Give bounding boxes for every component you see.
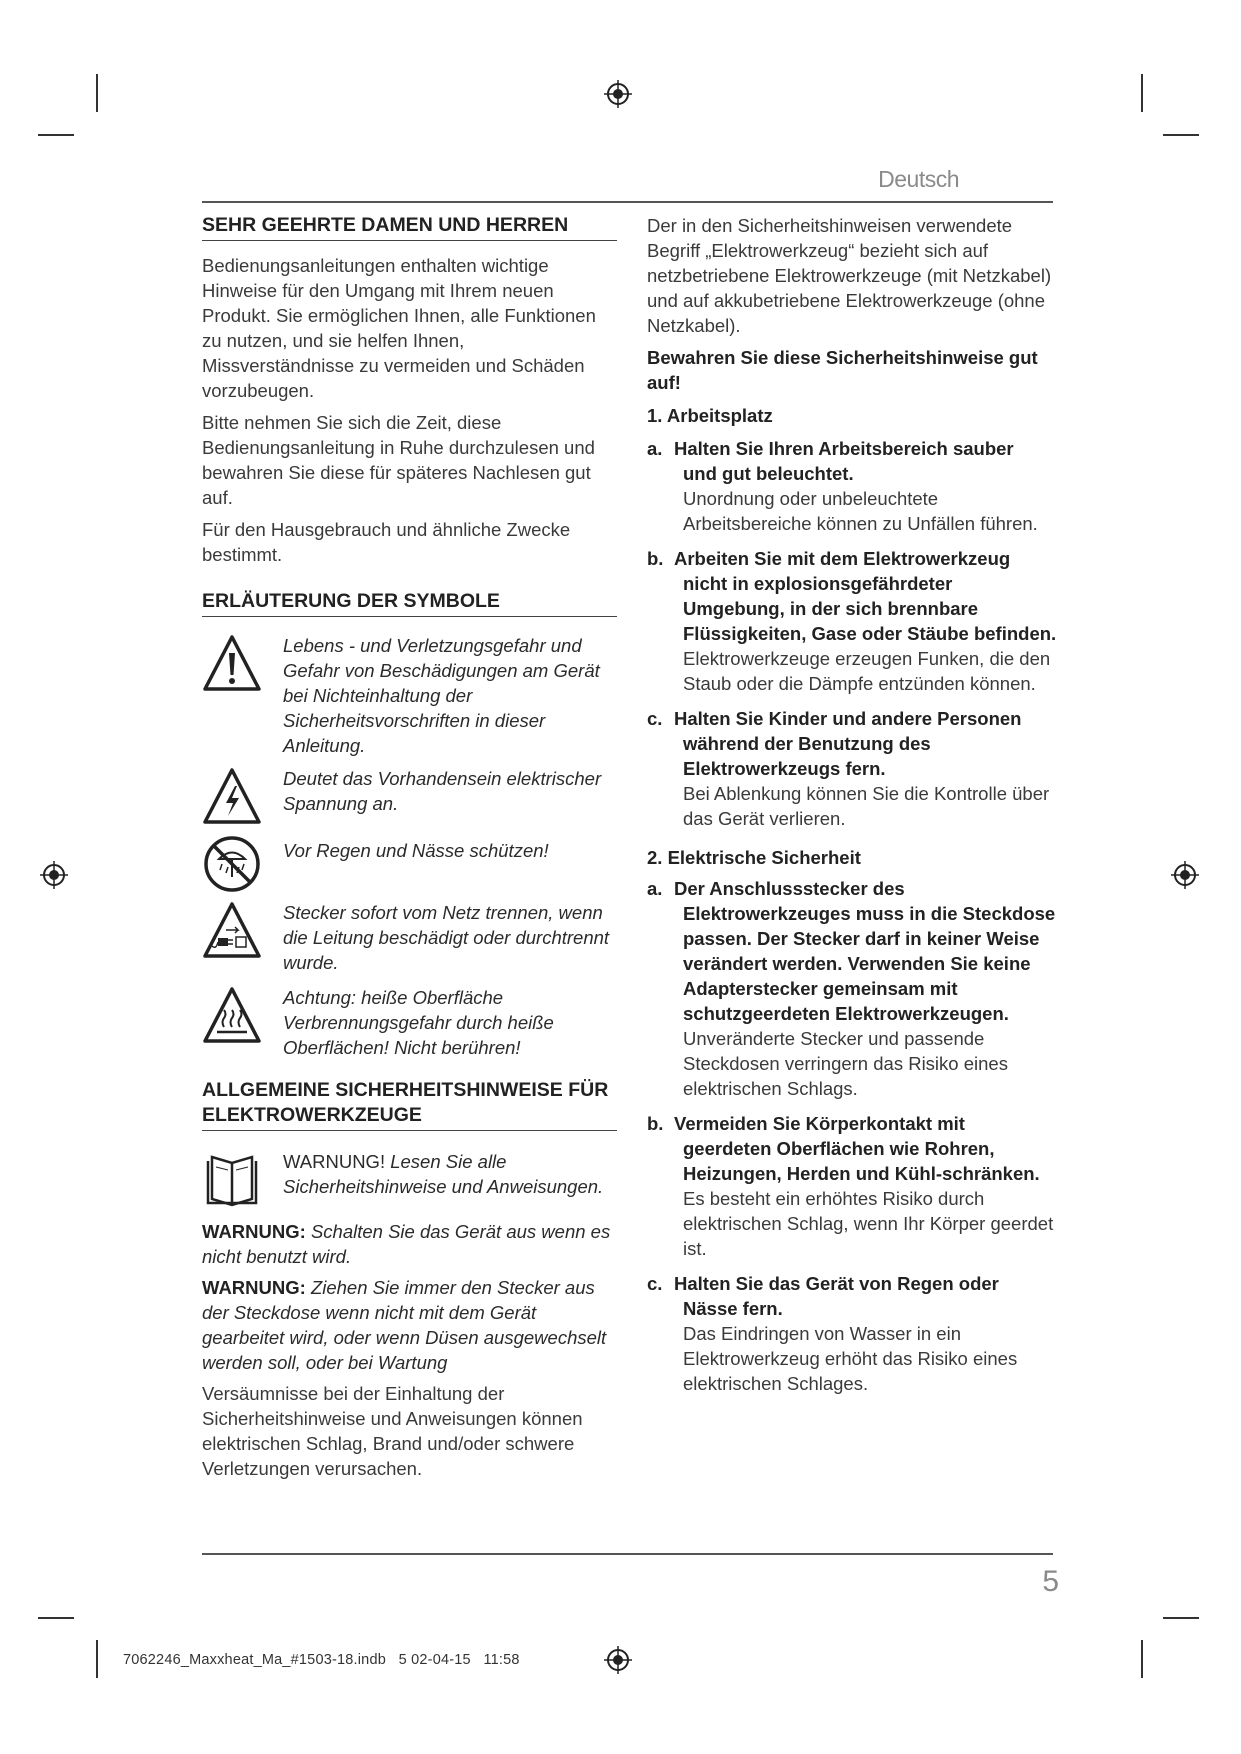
item-title-rest: und gut beleuchtet. [683, 463, 854, 484]
symbol-description: Achtung: heiße Oberfläche Verbrennungsgefahr durch heiße Oberflächen! Nicht berühren! [283, 987, 554, 1058]
read-manual-book-icon [202, 1149, 262, 1211]
warning-label: WARNUNG: [202, 1277, 306, 1298]
item-title-rest: während der Benutzung des Elektrowerkzeugs fern. [683, 733, 931, 779]
item-title-first: Vermeiden Sie Körperkontakt mit [674, 1113, 965, 1134]
item-label: c. [647, 1273, 663, 1294]
item-body [674, 706, 1057, 831]
item-title [674, 876, 1057, 1026]
unplug-icon [202, 900, 262, 962]
electric-voltage-icon [202, 766, 262, 828]
item-description: Es besteht ein erhöhtes Risiko durch elektrischen Schlag, wenn Ihr Körper geerdet ist. [683, 1188, 1054, 1259]
left-column [202, 213, 617, 1488]
item-title-first: Der Anschlussstecker des [674, 878, 905, 899]
registration-mark-icon [39, 860, 69, 890]
list-item [647, 546, 1057, 696]
crop-mark [96, 74, 98, 112]
section-heading: SEHR GEEHRTE DAMEN UND HERREN [202, 213, 617, 241]
item-description: Bei Ablenkung können Sie die Kontrolle über das Gerät verlieren. [683, 783, 1050, 829]
crop-mark [1163, 1617, 1199, 1619]
crop-mark [1141, 74, 1143, 112]
language-label: Deutsch [878, 166, 959, 192]
item-body [674, 546, 1057, 696]
hot-surface-icon [202, 985, 262, 1047]
item-body [674, 876, 1057, 1101]
warning-label: WARNUNG! [283, 1151, 386, 1172]
item-body [674, 436, 1057, 536]
item-description: Unordnung oder unbeleuchtete Arbeitsbereiche können zu Unfällen führen. [683, 488, 1038, 534]
symbol-row [202, 900, 617, 975]
symbol-description [283, 1149, 617, 1199]
warning-paragraph [202, 1219, 617, 1269]
item-title-first: Halten Sie das Gerät von Regen oder [674, 1273, 999, 1294]
warning-label: WARNUNG: [202, 1221, 306, 1242]
registration-mark-icon [603, 79, 633, 109]
list-item [647, 706, 1057, 831]
item-description: Das Eindringen von Wasser in ein Elektrowerkzeug erhöht das Risiko eines elektrischen Schlages. [683, 1323, 1018, 1394]
section-heading: ALLGEMEINE SICHERHEITSHINWEISE FÜR ELEKTROWERKZEUGE [202, 1078, 617, 1131]
header-rule [202, 201, 1053, 203]
paragraph: Versäumnisse bei der Einhaltung der Sicherheitshinweise und Anweisungen können elektrischen Schlag, Brand und/oder schwere Verletzungen verursachen. [202, 1383, 583, 1479]
symbol-row [202, 633, 617, 758]
item-label: a. [647, 438, 663, 459]
item-description: Elektrowerkzeuge erzeugen Funken, die den Staub oder die Dämpfe entzünden können. [683, 648, 1051, 694]
crop-mark [96, 1640, 98, 1678]
print-slug: 7062246_Maxxheat_Ma_#1503-18.indb 5 02-04-15 11:58 [123, 1652, 520, 1668]
symbol-row [202, 985, 617, 1060]
no-rain-icon [202, 834, 262, 896]
paragraph: Bedienungsanleitungen enthalten wichtige Hinweise für den Umgang mit Ihrem neuen Produkt. Sie ermöglichen Ihnen, alle Funktionen zu nutzen, und sie helfen Ihnen, Missverständnisse zu vermeiden und Schäden vorzubeugen. [202, 255, 596, 401]
item-title [674, 436, 1057, 486]
item-body [674, 1271, 1057, 1396]
footer-rule [202, 1553, 1053, 1555]
paragraph: Für den Hausgebrauch und ähnliche Zwecke bestimmt. [202, 519, 571, 565]
warning-paragraph [202, 1275, 617, 1375]
registration-mark-icon [1170, 860, 1200, 890]
item-title-rest: nicht in explosionsgefährdeter Umgebung, in der sich brennbare Flüssigkeiten, Gase oder Stäube befinden. [683, 573, 1057, 644]
list-item [647, 876, 1057, 1101]
item-title-rest: geerdeten Oberflächen wie Rohren, Heizungen, Herden und Kühl-schränken. [683, 1138, 1040, 1184]
symbol-description: Deutet das Vorhandensein elektrischer Spannung an. [283, 768, 602, 814]
paragraph: Bitte nehmen Sie sich die Zeit, diese Bedienungsanleitung in Ruhe durchzulesen und bewahren Sie diese für späteres Nachlesen gut auf. [202, 412, 595, 508]
page-number: 5 [1042, 1565, 1059, 1598]
item-title [674, 1271, 1057, 1321]
item-title-rest: Elektrowerkzeuges muss in die Steckdose passen. Der Stecker darf in keiner Weise verändert werden. Verwenden Sie keine Adapterstecker gemeinsam mit schutzgeerdeten Elektrowerkzeugen. [683, 903, 1056, 1024]
item-title [674, 1111, 1057, 1186]
symbol-description: Vor Regen und Nässe schützen! [283, 840, 549, 861]
warning-text: Lesen Sie alle Sicherheitshinweise und Anweisungen. [283, 1151, 604, 1197]
list-item [647, 436, 1057, 536]
registration-mark-icon [603, 1645, 633, 1675]
item-label: b. [647, 548, 664, 569]
item-title-first: Halten Sie Ihren Arbeitsbereich sauber [674, 438, 1014, 459]
item-title-first: Arbeiten Sie mit dem Elektrowerkzeug [674, 548, 1011, 569]
right-column [647, 213, 1057, 1406]
paragraph: Der in den Sicherheitshinweisen verwendete Begriff „Elektrowerkzeug“ bezieht sich auf netzbetriebene Elektrowerkzeuge (mit Netzkabel) und auf akkubetriebene Elektrowerkzeuge (ohne Netzkabel). [647, 215, 1052, 336]
crop-mark [38, 134, 74, 136]
list-item [647, 1271, 1057, 1396]
list-item [647, 1111, 1057, 1261]
keep-instructions-note: Bewahren Sie diese Sicherheitshinweise gut auf! [647, 347, 1038, 393]
section-number-heading: 1. Arbeitsplatz [647, 405, 773, 426]
warning-text: Schalten Sie das Gerät aus wenn es nicht benutzt wird. [202, 1221, 611, 1267]
warning-text: Ziehen Sie immer den Stecker aus der Steckdose wenn nicht mit dem Gerät gearbeitet wird, oder wenn Düsen ausgewechselt werden soll, oder bei Wartung [202, 1277, 607, 1373]
section-heading: ERLÄUTERUNG DER SYMBOLE [202, 589, 617, 617]
section-number-heading: 2. Elektrische Sicherheit [647, 847, 861, 868]
symbol-row [202, 1149, 617, 1211]
crop-mark [38, 1617, 74, 1619]
item-title-first: Halten Sie Kinder und andere Personen [674, 708, 1022, 729]
item-title [674, 546, 1057, 646]
item-description: Unveränderte Stecker und passende Steckdosen verringern das Risiko eines elektrischen Schlags. [683, 1028, 1008, 1099]
item-title [674, 706, 1057, 781]
warning-triangle-icon [202, 633, 262, 695]
item-label: c. [647, 708, 663, 729]
symbol-description: Lebens - und Verletzungsgefahr und Gefahr von Beschädigungen am Gerät bei Nichteinhaltung der Sicherheitsvorschriften in dieser Anleitung. [283, 635, 600, 756]
symbol-description: Stecker sofort vom Netz trennen, wenn die Leitung beschädigt oder durchtrennt wurde. [283, 902, 610, 973]
symbol-row [202, 834, 617, 896]
item-label: a. [647, 878, 663, 899]
symbol-row [202, 766, 617, 828]
item-body [674, 1111, 1057, 1261]
crop-mark [1141, 1640, 1143, 1678]
crop-mark [1163, 134, 1199, 136]
item-title-rest: Nässe fern. [683, 1298, 783, 1319]
item-label: b. [647, 1113, 664, 1134]
